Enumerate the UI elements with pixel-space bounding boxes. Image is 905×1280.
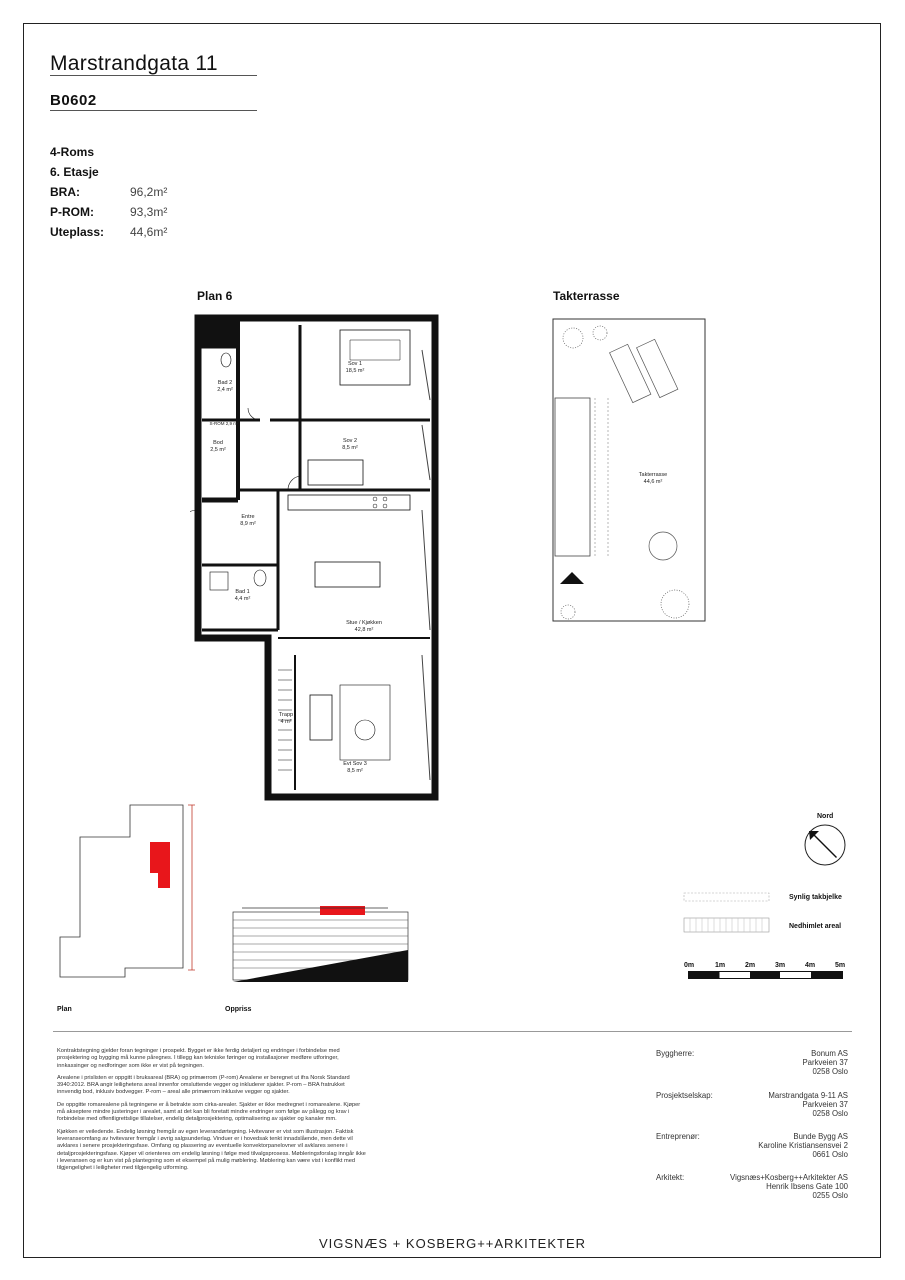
note-4: Kjøkken er veiledende. Endelig løsning fremgår av egen leverandørtegning. Hvitevarer er vist som illustrasjon. Faktisk leveranseomfang av hvitevarer fremgår i øvrig salgsunderlag. Vinduer er i hovedsak tenkt innadslående, men dette vil avklares i senere prosjekteringsfase. Omfang og plassering av eventuelle konvektorpanelovner vil avklares senere i detaljprosjekteringsfase. Kjøper vil orienteres om endelig løsning i følge med tilvalgsprosess. Møbleringsforslag inngår ikke i leveransen og er kun vist på plantegning som et eksempel på mulig møblering. Møblering kan være vist i konflikt med tilgjengelighet i leiligheter med tilgjengelig utforming. bbox=[57, 1128, 366, 1172]
floor-level: 6. Etasje bbox=[50, 165, 99, 179]
contact-0-line-1: Parkveien 37 bbox=[802, 1058, 848, 1068]
terrace-drawing bbox=[550, 316, 710, 626]
contact-1-line-0: Marstrandgata 9-11 AS bbox=[768, 1091, 848, 1100]
contact-2-line-1: Karoline Kristiansensvei 2 bbox=[758, 1141, 848, 1151]
scale-tick-0: 0m bbox=[684, 962, 695, 969]
contact-1-line-2: 0258 Oslo bbox=[812, 1109, 848, 1119]
contact-block-1 bbox=[768, 1091, 848, 1119]
terrace-label: Takterrasse bbox=[553, 289, 620, 303]
unit-code: B0602 bbox=[50, 92, 97, 109]
bra-key: BRA: bbox=[50, 185, 80, 199]
contact-0-line-2: 0258 Oslo bbox=[812, 1067, 848, 1077]
contact-3-line-0: Vigsnæs+Kosberg++Arkitekter AS bbox=[730, 1173, 848, 1182]
room-bad2: Bad 2 2,4 m² bbox=[217, 380, 233, 393]
keyplan-label: Plan bbox=[57, 1006, 72, 1013]
contact-block-3 bbox=[730, 1173, 848, 1201]
title-rule bbox=[50, 75, 257, 76]
scale-tick-1: 1m bbox=[715, 962, 726, 969]
legend-lowered: Nedhimlet areal bbox=[789, 923, 842, 930]
contact-0-line-0: Bonum AS bbox=[811, 1049, 848, 1058]
prom-value: 93,3m² bbox=[130, 205, 168, 219]
legend-swatches bbox=[682, 890, 772, 940]
scale-tick-5: 5m bbox=[835, 962, 846, 969]
contact-2-line-2: 0661 Oslo bbox=[812, 1150, 848, 1160]
footer-divider bbox=[53, 1031, 852, 1032]
contact-2-line-0: Bunde Bygg AS bbox=[793, 1132, 848, 1141]
prom-key: P-ROM: bbox=[50, 205, 94, 219]
scale-tick-2: 2m bbox=[745, 962, 756, 969]
contact-block-0 bbox=[802, 1049, 848, 1077]
note-3: De oppgitte romarealene på tegningene er å betrakte som cirka-arealer. Sjakter er ikke medregnet i romarealene. Kjøper må akseptere mindre justeringer i arealet, samt at det kan bli foretatt mindre endringer som følge av pålegg og krav i forbindelse med offentligrettslige tillatelser, endelig detaljprosjektering, optimalisering av sjakter og kanaler mm. bbox=[57, 1101, 361, 1123]
legal-notes bbox=[57, 1048, 367, 1177]
address-title: Marstrandgata 11 bbox=[50, 52, 218, 75]
room-trapp: Trapp 4 m² bbox=[278, 712, 294, 725]
elevation-key-plan bbox=[228, 890, 418, 985]
contact-role-0: Byggherre: bbox=[656, 1049, 695, 1058]
north-arrow-icon bbox=[803, 823, 847, 867]
contact-3-line-2: 0255 Oslo bbox=[812, 1191, 848, 1201]
architect-brand: VIGSNÆS + KOSBERG++ARKITEKTER bbox=[318, 1236, 587, 1251]
scale-tick-3: 3m bbox=[775, 962, 786, 969]
scale-tick-4: 4m bbox=[805, 962, 816, 969]
room-srom: S-ROM 2,9 m² bbox=[209, 421, 239, 426]
room-sov3: Evt Sov 3 8,5 m² bbox=[343, 761, 367, 774]
unit-rule bbox=[50, 110, 257, 111]
room-stue: Stue / Kjøkken 42,8 m² bbox=[346, 620, 382, 633]
unit-summary bbox=[50, 142, 167, 242]
contact-3-line-1: Henrik Ibsens Gate 100 bbox=[766, 1182, 848, 1192]
room-sov2: Sov 2 8,5 m² bbox=[342, 438, 358, 451]
contact-block-2 bbox=[758, 1132, 848, 1160]
contact-role-3: Arkitekt: bbox=[656, 1173, 685, 1182]
room-bod: Bod 2,5 m² bbox=[210, 440, 226, 453]
scale-bar bbox=[688, 971, 844, 980]
elevation-label: Oppriss bbox=[225, 1006, 252, 1013]
apartment-type: 4-Roms bbox=[50, 145, 95, 159]
contact-1-line-1: Parkveien 37 bbox=[802, 1100, 848, 1110]
uteplass-key: Uteplass: bbox=[50, 225, 105, 239]
site-key-plan bbox=[55, 800, 205, 1000]
uteplass-value: 44,6m² bbox=[130, 225, 168, 239]
room-sov1: Sov 1 18,5 m² bbox=[345, 361, 365, 374]
contact-role-1: Prosjektselskap: bbox=[656, 1091, 713, 1100]
compass-label: Nord bbox=[817, 813, 834, 820]
note-1: Kontraktstegning gjelder foran tegninger i prospekt. Bygget er ikke ferdig detaljert og endringer i forbindelse med prosjektering og bygging må kunne påregnes. I tillegg kan tekniske føringer og installasjoner medføre utforinger, innkassinger og nedforinger som ikke er vist på tegningen. bbox=[57, 1048, 340, 1069]
contact-role-2: Entreprenør: bbox=[656, 1132, 700, 1141]
plan-label: Plan 6 bbox=[197, 289, 233, 303]
bra-value: 96,2m² bbox=[130, 185, 168, 199]
room-bad1: Bad 1 4,4 m² bbox=[234, 589, 251, 602]
legend-beam: Synlig takbjelke bbox=[789, 894, 842, 901]
note-2: Arealene i prislisten er oppgitt i bruksareal (BRA) og primærrom (P-rom) Arealene er beregnet ut ifra Norsk Standard 3940:2012. BRA angir leilighetens areal innenfor omsluttende vegger og inkluderer sjakter. P-rom – BRA fratrukket innvendig bod, inklusiv bodvegger. P-rom – areal alle primærrom inklusive vegger og sjakter. bbox=[57, 1074, 350, 1096]
terrace-room: Takterrasse 44,6 m² bbox=[638, 472, 668, 485]
room-entre: Entre 8,9 m² bbox=[240, 514, 256, 527]
